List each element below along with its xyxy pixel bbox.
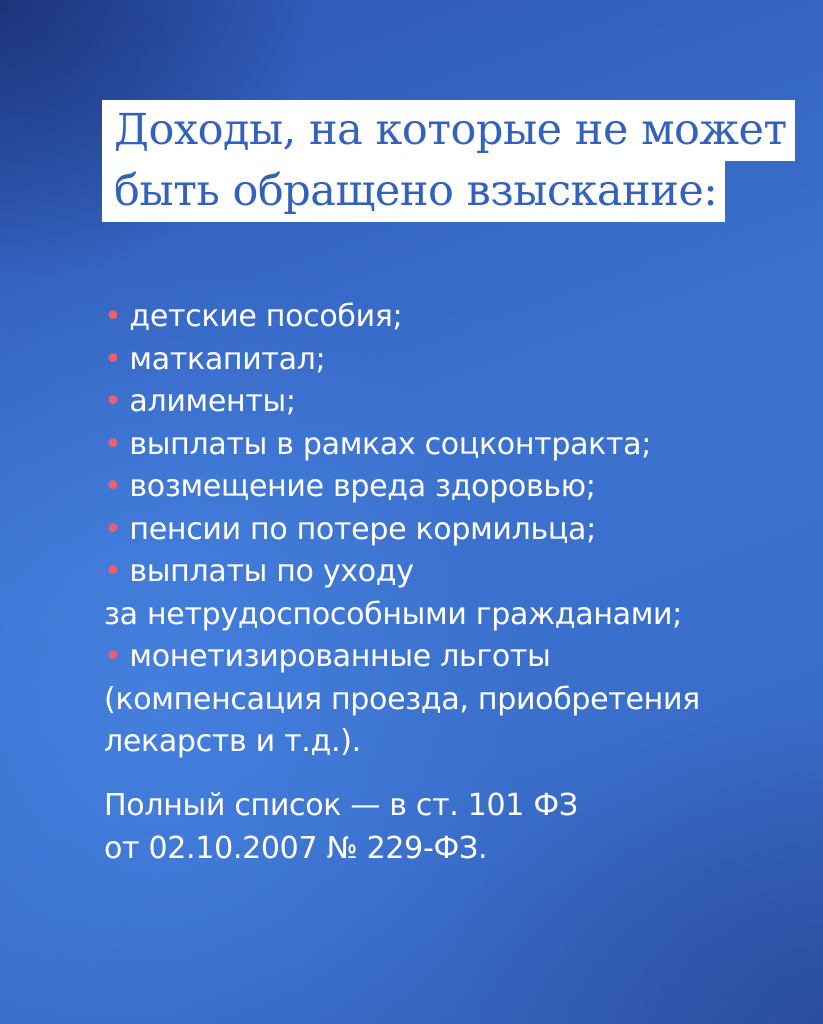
list-item-text: монетизированные льготы [129, 639, 551, 674]
list-item-text: маткапитал; [129, 341, 326, 377]
bullet-icon: • [104, 384, 122, 419]
bullet-icon: • [104, 469, 122, 504]
list-item-continuation: лекарств и т.д.). [104, 724, 361, 759]
list-item [104, 296, 804, 339]
list-item-text: выплаты в рамках соцконтракта; [129, 426, 652, 462]
income-list [104, 296, 804, 764]
list-item [104, 466, 804, 509]
list-item-text: алименты; [129, 384, 296, 419]
bullet-icon: • [104, 341, 122, 377]
title-line-2: быть обращено взыскание: [102, 161, 725, 222]
bullet-icon: • [104, 426, 122, 462]
list-item-text: пенсии по потере кормильца; [129, 511, 596, 547]
footer-note [104, 785, 578, 870]
list-item-text: возмещение вреда здоровью; [129, 469, 596, 504]
list-item [104, 424, 804, 467]
bullet-icon: • [104, 511, 122, 547]
list-item [104, 551, 804, 636]
list-item [104, 636, 804, 764]
bullet-icon: • [104, 639, 122, 674]
list-item-text: детские пособия; [129, 299, 403, 334]
page-title [102, 100, 795, 222]
list-item-continuation: за нетрудоспособными гражданами; [104, 596, 683, 632]
footer-line-2: от 02.10.2007 № 229-ФЗ. [104, 830, 488, 866]
list-item [104, 339, 804, 382]
list-item [104, 509, 804, 552]
title-line-1: Доходы, на которые не может [102, 100, 795, 161]
footer-line-1: Полный список — в ст. 101 ФЗ [104, 788, 578, 823]
list-item-text: выплаты по уходу [129, 554, 414, 589]
bullet-icon: • [104, 554, 122, 589]
list-item [104, 381, 804, 424]
bullet-icon: • [104, 299, 122, 334]
list-item-continuation: (компенсация проезда, приобретения [104, 681, 700, 717]
